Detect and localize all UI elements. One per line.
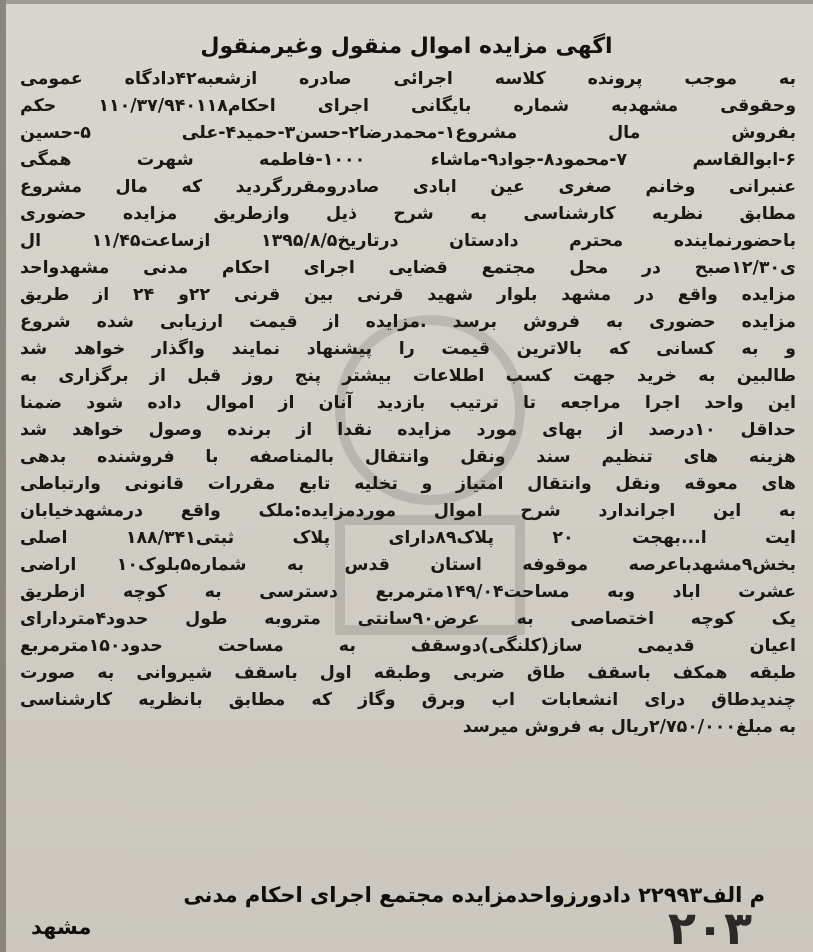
notice-line: وحقوقی مشهدبه شماره بایگانی اجرای احکام۱۱۰/۳۷/۹۴۰۱۱۸ حکم bbox=[20, 96, 796, 116]
notice-line: مطابق نظریه کارشناسی به شرح ذیل وازطریق مزایده حضوری bbox=[20, 204, 796, 224]
handwritten-number bbox=[650, 898, 770, 952]
handwritten-note-text: ۲۰۳ bbox=[667, 901, 753, 952]
notice-line: طبقه همکف باسقف طاق ضربی وطبقه اول باسقف شیروانی به صورت bbox=[20, 663, 796, 683]
notice-line: یک کوچه اختصاصی به عرض۹۰سانتی متروبه طول حدود۴متردارای bbox=[20, 609, 796, 629]
notice-line: این واحد اجرا مراجعه تا ترتیب بازدید آنان از اموال داده شود ضمنا bbox=[20, 393, 796, 413]
top-edge bbox=[0, 0, 813, 4]
notice-line: عشرت اباد وبه مساحت۱۴۹/۰۴مترمربع دسترسی به کوچه ازطریق bbox=[20, 582, 796, 602]
notice-title: اگهی مزایده اموال منقول وغیرمنقول bbox=[200, 34, 613, 59]
notice-line: هزینه های تنظیم سند ونقل وانتقال بالمناصفه با فروشنده بدهی bbox=[20, 447, 796, 467]
notice-footer: م الف۲۲۹۹۳ دادورزواحدمزایده مجتمع اجرای احکام مدنی bbox=[183, 883, 765, 907]
left-edge bbox=[0, 0, 6, 952]
notice-line: مزایده حضوری به فروش برسد .مزایده از قیمت ارزیابی شده شروع bbox=[20, 312, 796, 332]
notice-line: بفروش مال مشروع۱-محمدرضا۲-حسن۳-حمید۴-علی ۵-حسین bbox=[20, 123, 796, 143]
notice-line: ایت ا...بهجت ۲۰ پلاک۸۹دارای پلاک ثبتی۱۸۸/۳۴۱ اصلی bbox=[20, 528, 796, 548]
notice-line: بخش۹مشهدباعرصه موقوفه استان قدس به شماره۵بلوک۱۰ اراضی bbox=[20, 555, 796, 575]
notice-line: ۶-ابوالقاسم ۷-محمود۸-جواد۹-ماشاء ۱۰۰۰-فاطمه شهرت همگی bbox=[20, 150, 796, 170]
notice-line: و به کسانی که بالاترین قیمت را پیشنهاد نمایند واگذار خواهد شد bbox=[20, 339, 796, 359]
notice-line: های معوقه ونقل وانتقال امتیاز و تخلیه تابع مقررات قانونی وارتباطی bbox=[20, 474, 796, 494]
notice-body bbox=[20, 66, 796, 741]
notice-line: چندیدطاق درای انشعابات اب وبرق وگاز که مطابق بانظریه کارشناسی bbox=[20, 690, 796, 710]
notice-line: به این اجراندارد شرح اموال موردمزایده:ملک واقع درمشهدخیابان bbox=[20, 501, 796, 521]
notice-line: مزایده واقع در مشهد بلوار شهید قرنی بین قرنی ۲۲و ۲۴ از طریق bbox=[20, 285, 796, 305]
notice-line: عنبرانی وخانم صغری عین ابادی صادرومقررگردید که مال مشروع bbox=[20, 177, 796, 197]
notice-line: حداقل ۱۰درصد از بهای مورد مزایده نقدا از برنده وصول خواهد شد bbox=[20, 420, 796, 440]
notice-line: باحضورنماینده محترم دادستان درتاریخ۱۳۹۵/۸/۵ ازساعت۱۱/۴۵ ال bbox=[20, 231, 796, 251]
notice-line: طالبین به خرید جهت کسب اطلاعات بیشتر پنج روز قبل از برگزاری به bbox=[20, 366, 796, 386]
notice-line: به موجب پرونده کلاسه اجرائی صادره ازشعبه۴۲دادگاه عمومی bbox=[20, 69, 796, 89]
notice-line: اعیان قدیمی ساز(کلنگی)دوسقف به مساحت حدود۱۵۰مترمربع bbox=[20, 636, 796, 656]
notice-line-last: به مبلغ۲/۷۵۰/۰۰۰ریال به فروش میرسد bbox=[462, 717, 796, 737]
notice-footer-city: مشهد bbox=[31, 915, 92, 939]
notice-line: ی۱۲/۳۰صبح در محل مجتمع قضایی اجرای احکام مدنی مشهدواحد bbox=[20, 258, 796, 278]
